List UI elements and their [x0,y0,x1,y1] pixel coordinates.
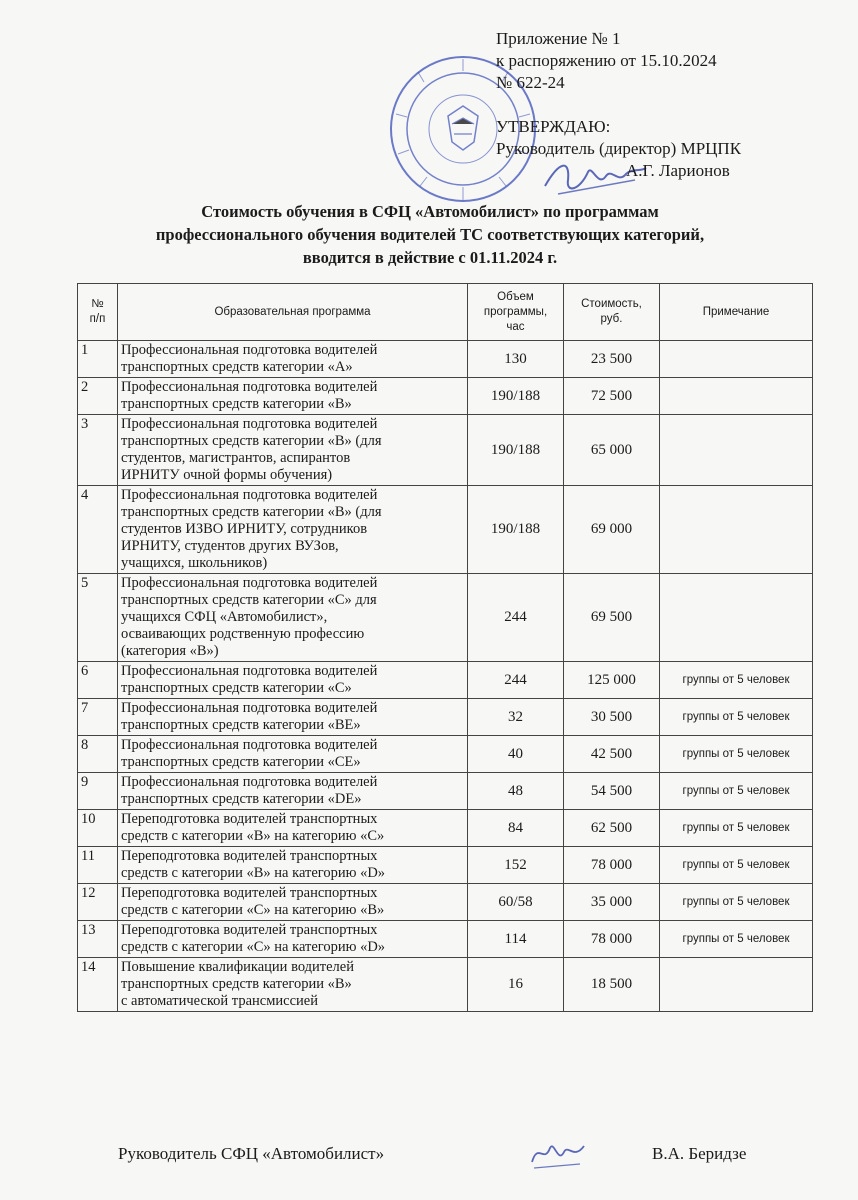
row-cost: 125 000 [564,662,660,699]
title-line1: Стоимость обучения в СФЦ «Автомобилист» по программам [201,202,659,221]
program-line: Повышение квалификации водителей [121,959,354,975]
header-volume-line3: час [506,320,525,333]
row-program [118,662,468,699]
row-program [118,699,468,736]
program-line: Профессиональная подготовка водителей [121,737,378,753]
row-cost: 69 500 [564,574,660,662]
table-row [78,699,813,736]
program-line: средств с категории «В» на категорию «D» [121,865,386,881]
program-line: осваивающих родственную профессию [121,626,365,642]
appendix-line1: Приложение № 1 [496,29,621,48]
document-title [60,200,800,269]
program-line: Профессиональная подготовка водителей [121,416,378,432]
program-line: студентов ИЗВО ИРНИТУ, сотрудников [121,521,368,537]
row-cost: 30 500 [564,699,660,736]
program-line: транспортных средств категории «В» (для [121,504,382,520]
row-volume: 130 [468,341,564,378]
table-row [78,958,813,1012]
row-number: 12 [78,884,118,921]
program-line: Переподготовка водителей транспортных [121,811,378,827]
table-row [78,341,813,378]
program-line: Профессиональная подготовка водителей [121,663,378,679]
row-program [118,810,468,847]
program-line: студентов, магистрантов, аспирантов [121,450,351,466]
row-program [118,486,468,574]
row-cost: 69 000 [564,486,660,574]
program-line: транспортных средств категории «СЕ» [121,754,361,770]
header-volume-line2: программы, [483,305,548,318]
row-note [660,958,813,1012]
row-program [118,847,468,884]
approval-name: А.Г. Ларионов [626,161,730,180]
row-note: группы от 5 человек [660,736,813,773]
approval-position: Руководитель (директор) МРЦПК [496,139,742,158]
appendix-line2: к распоряжению от 15.10.2024 [496,51,717,70]
program-line: транспортных средств категории «В» [121,976,352,992]
row-cost: 35 000 [564,884,660,921]
row-volume: 32 [468,699,564,736]
row-volume: 40 [468,736,564,773]
row-number: 13 [78,921,118,958]
program-line: транспортных средств категории «В» [121,396,352,412]
row-note: группы от 5 человек [660,699,813,736]
header-cost-line1: Стоимость, [581,298,642,310]
price-table [77,283,813,1012]
row-note: группы от 5 человек [660,773,813,810]
program-line: транспортных средств категории «В» (для [121,433,382,449]
row-volume: 48 [468,773,564,810]
header-volume-line1: Объем [497,290,534,303]
header-num [78,284,118,341]
program-line: Профессиональная подготовка водителей [121,342,378,358]
footer-signature-icon [528,1134,588,1174]
program-line: транспортных средств категории «ВЕ» [121,717,361,733]
table-row [78,486,813,574]
row-note: группы от 5 человек [660,921,813,958]
row-cost: 42 500 [564,736,660,773]
table-row [78,921,813,958]
row-note: группы от 5 человек [660,847,813,884]
table-row [78,810,813,847]
row-program [118,574,468,662]
table-row [78,736,813,773]
row-note [660,415,813,486]
row-volume: 190/188 [468,486,564,574]
table-row [78,884,813,921]
table-header-row [78,284,813,341]
appendix-block [496,28,717,94]
approval-label: УТВЕРЖДАЮ: [496,117,611,136]
program-line: Профессиональная подготовка водителей [121,487,378,503]
row-volume: 114 [468,921,564,958]
program-line: с автоматической трансмиссией [121,993,318,1009]
program-line: Переподготовка водителей транспортных [121,922,378,938]
row-cost: 78 000 [564,847,660,884]
row-number: 1 [78,341,118,378]
header-cost-line2: руб. [600,313,623,325]
row-note [660,574,813,662]
row-volume: 190/188 [468,415,564,486]
table-row [78,773,813,810]
row-volume: 84 [468,810,564,847]
program-line: средств с категории «В» на категорию «С» [121,828,385,844]
row-number: 5 [78,574,118,662]
header-cost [564,284,660,341]
row-cost: 78 000 [564,921,660,958]
row-volume: 190/188 [468,378,564,415]
row-note [660,486,813,574]
header-volume [468,284,564,341]
row-volume: 60/58 [468,884,564,921]
program-line: учащихся СФЦ «Автомобилист», [121,609,328,625]
row-note [660,341,813,378]
row-cost: 72 500 [564,378,660,415]
program-line: Профессиональная подготовка водителей [121,379,378,395]
row-number: 14 [78,958,118,1012]
row-number: 10 [78,810,118,847]
table-row [78,847,813,884]
program-line: Профессиональная подготовка водителей [121,575,378,591]
row-number: 9 [78,773,118,810]
row-number: 6 [78,662,118,699]
table-row [78,415,813,486]
program-line: транспортных средств категории «А» [121,359,353,375]
row-program [118,773,468,810]
footer-name: В.А. Беридзе [652,1144,747,1163]
header-program: Образовательная программа [118,284,468,341]
row-volume: 244 [468,574,564,662]
row-program [118,921,468,958]
row-program [118,378,468,415]
program-line: транспортных средств категории «С» [121,680,352,696]
footer-position: Руководитель СФЦ «Автомобилист» [118,1144,385,1163]
program-line: Профессиональная подготовка водителей [121,774,378,790]
row-program [118,341,468,378]
row-program [118,884,468,921]
program-line: учащихся, школьников) [121,555,268,571]
row-number: 2 [78,378,118,415]
program-line: транспортных средств категории «DE» [121,791,362,807]
row-volume: 16 [468,958,564,1012]
row-program [118,958,468,1012]
appendix-line3: № 622-24 [496,73,565,92]
table-row [78,574,813,662]
program-line: средств с категории «С» на категорию «В» [121,902,385,918]
row-program [118,736,468,773]
row-number: 7 [78,699,118,736]
program-line: Переподготовка водителей транспортных [121,848,378,864]
approval-block [496,116,741,182]
table-row [78,662,813,699]
row-cost: 62 500 [564,810,660,847]
row-number: 8 [78,736,118,773]
row-note [660,378,813,415]
table-row [78,378,813,415]
row-number: 4 [78,486,118,574]
row-number: 11 [78,847,118,884]
row-note: группы от 5 человек [660,662,813,699]
row-note: группы от 5 человек [660,810,813,847]
program-line: ИРНИТУ очной формы обучения) [121,467,333,483]
header-note: Примечание [660,284,813,341]
row-note: группы от 5 человек [660,884,813,921]
row-cost: 23 500 [564,341,660,378]
program-line: (категория «В») [121,643,219,659]
title-line2: профессионального обучения водителей ТС соответствующих категорий, [155,225,705,244]
header-num-line1: № [91,298,104,310]
program-line: ИРНИТУ, студентов других ВУЗов, [121,538,339,554]
row-cost: 18 500 [564,958,660,1012]
program-line: Профессиональная подготовка водителей [121,700,378,716]
row-volume: 152 [468,847,564,884]
row-volume: 244 [468,662,564,699]
row-number: 3 [78,415,118,486]
program-line: Переподготовка водителей транспортных [121,885,378,901]
row-cost: 54 500 [564,773,660,810]
title-line3: вводится в действие с 01.11.2024 г. [302,248,558,267]
row-cost: 65 000 [564,415,660,486]
table-body [78,341,813,1012]
row-program [118,415,468,486]
program-line: транспортных средств категории «С» для [121,592,377,608]
program-line: средств с категории «С» на категорию «D» [121,939,386,955]
header-num-line2: п/п [89,313,106,325]
